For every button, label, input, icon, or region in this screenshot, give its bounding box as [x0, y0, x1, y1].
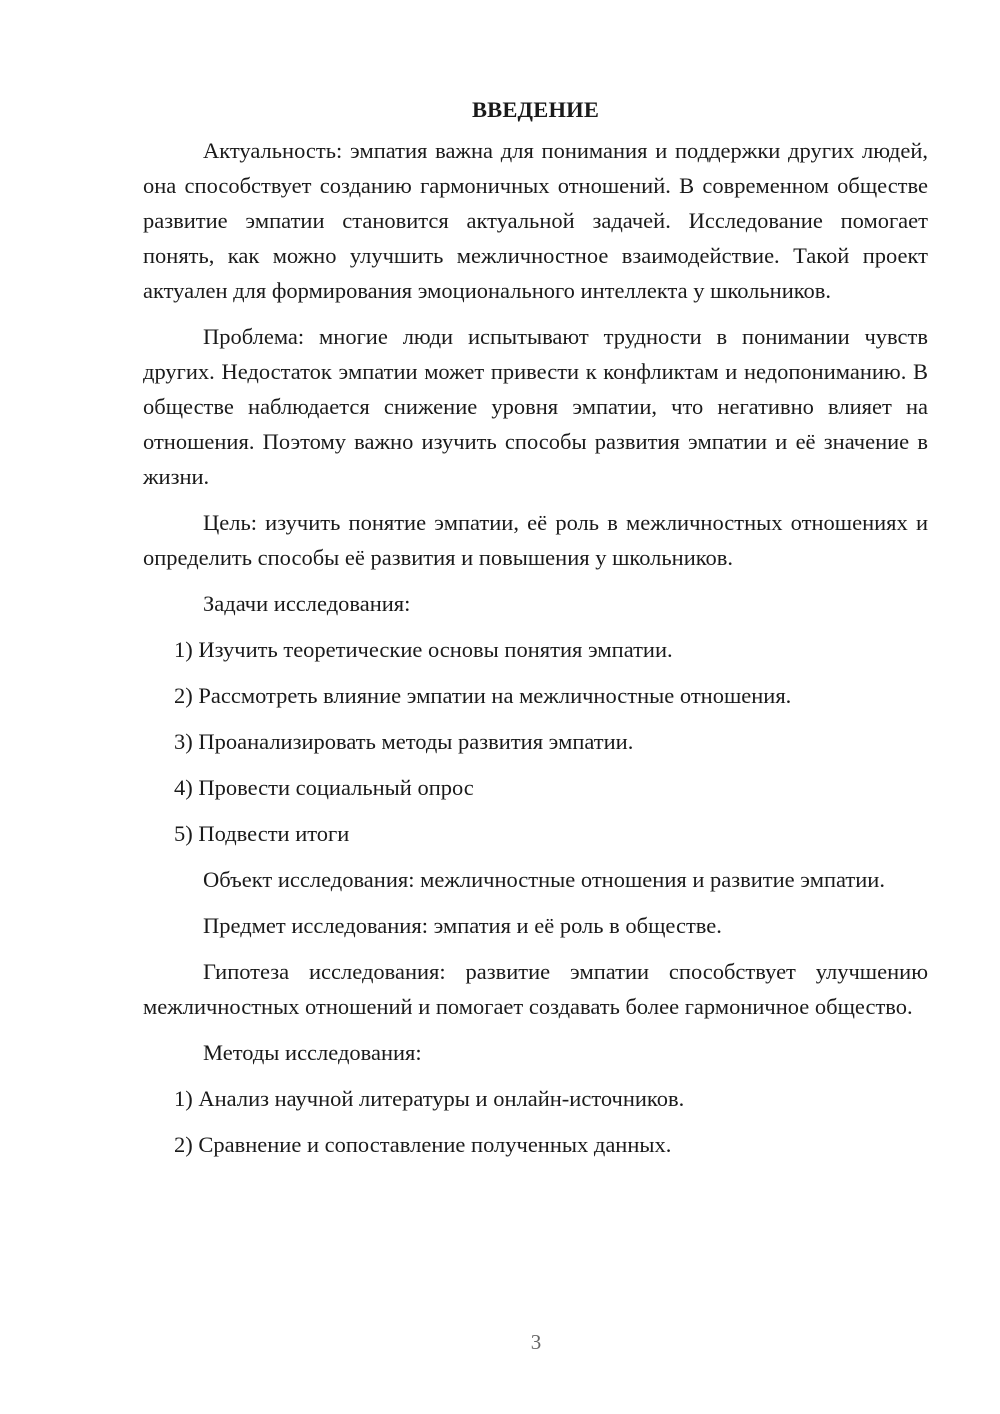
tasks-list — [143, 632, 928, 851]
paragraph-hypothesis: Гипотеза исследования: развитие эмпатии способствует улучшению межличностных отношений и помогает создавать более гармоничное общество. — [143, 959, 928, 1019]
methods-heading: Методы исследования: — [203, 1040, 422, 1065]
list-item: 3) Проанализировать методы развития эмпатии. — [174, 729, 634, 754]
list-item: 1) Изучить теоретические основы понятия эмпатии. — [174, 637, 673, 662]
page-title: ВВЕДЕНИЕ — [471, 97, 600, 122]
page-number: 3 — [530, 1330, 542, 1354]
paragraph-relevance: Актуальность: эмпатия важна для понимания и поддержки других людей, она способствует созданию гармоничных отношений. В современном обществе развитие эмпатии становится актуальной задачей. Исследование помогает понять, как можно улучшить межличностное взаимодействие. Такой проект актуален для формирования эмоционального интеллекта у школьников. — [143, 138, 928, 303]
list-item: 1) Анализ научной литературы и онлайн-источников. — [174, 1086, 685, 1111]
paragraph-subject: Предмет исследования: эмпатия и её роль в обществе. — [203, 913, 722, 938]
paragraph-problem: Проблема: многие люди испытывают трудности в понимании чувств других. Недостаток эмпатии может привести к конфликтам и недопониманию. В обществе наблюдается снижение уровня эмпатии, что негативно влияет на отношения. Поэтому важно изучить способы развития эмпатии и её значение в жизни. — [143, 324, 928, 489]
paragraph-goal: Цель: изучить понятие эмпатии, её роль в межличностных отношениях и определить способы её развития и повышения у школьников. — [143, 510, 928, 570]
document-page — [143, 92, 928, 1173]
list-item: 5) Подвести итоги — [174, 821, 350, 846]
paragraph-object: Объект исследования: межличностные отношения и развитие эмпатии. — [203, 867, 885, 892]
list-item: 2) Рассмотреть влияние эмпатии на межличностные отношения. — [174, 683, 792, 708]
list-item: 2) Сравнение и сопоставление полученных данных. — [174, 1132, 672, 1157]
methods-list — [143, 1081, 928, 1162]
list-item: 4) Провести социальный опрос — [174, 775, 474, 800]
tasks-heading: Задачи исследования: — [203, 591, 411, 616]
